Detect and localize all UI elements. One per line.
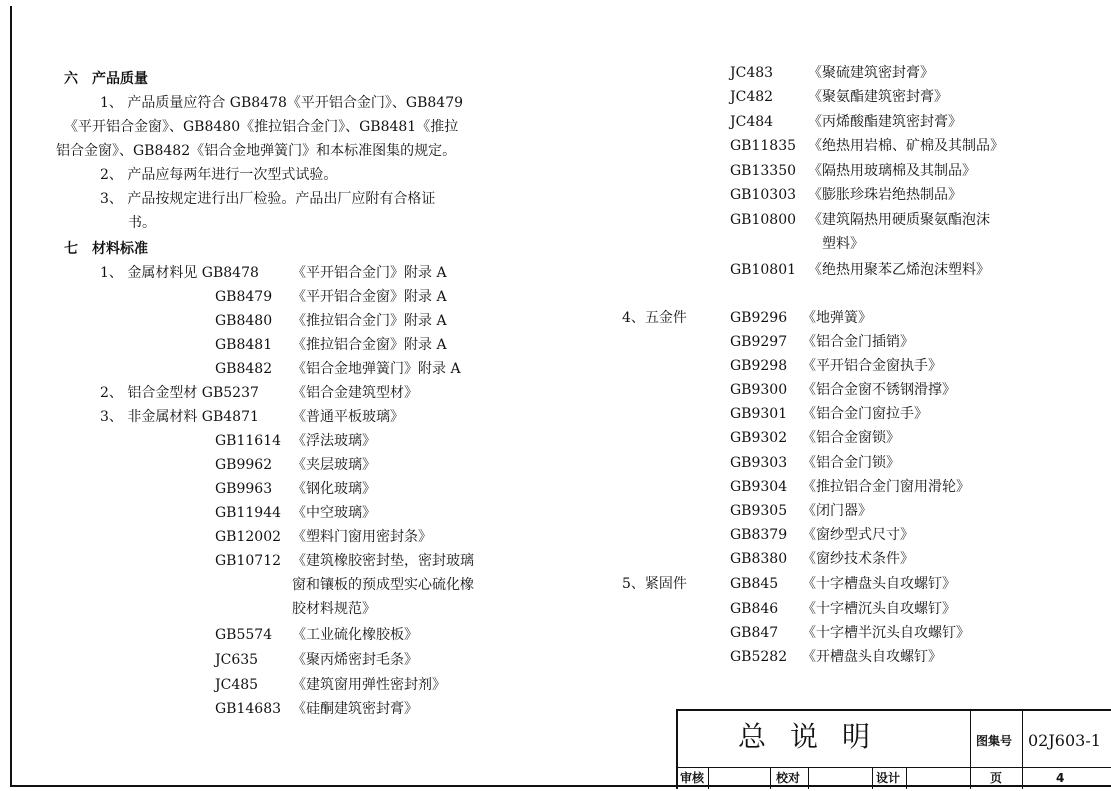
material-title: 《普通平板玻璃》 xyxy=(292,409,404,425)
standard-code: GB8379 xyxy=(730,527,788,543)
material-code: GB11944 xyxy=(215,505,282,521)
hardware-label: 4、五金件 xyxy=(622,310,687,326)
material-title-cont: 窗和镶板的预成型实心硫化橡 xyxy=(292,577,474,593)
material-title: 《中空玻璃》 xyxy=(292,505,376,521)
divider xyxy=(906,767,907,789)
material-code: GB5574 xyxy=(215,627,273,643)
material-title: 《平开铝合金窗》附录 A xyxy=(292,289,447,305)
material-title: 《硅酮建筑密封膏》 xyxy=(292,701,418,717)
standard-title: 《开槽盘头自攻螺钉》 xyxy=(802,649,942,665)
standard-code: JC482 xyxy=(730,89,774,105)
divider xyxy=(1022,711,1023,789)
page-number: 4 xyxy=(1056,771,1065,785)
standard-code: GB9302 xyxy=(730,430,788,446)
material-code: GB8481 xyxy=(215,337,273,353)
material-label: 2、 铝合金型材 GB5237 xyxy=(100,385,259,401)
section-7-title: 七 材料标准 xyxy=(64,241,148,257)
material-title: 《铝合金建筑型材》 xyxy=(292,385,418,401)
standard-title: 《地弹簧》 xyxy=(802,310,872,326)
standard-title: 《绝热用聚苯乙烯泡沫塑料》 xyxy=(808,262,990,278)
material-title: 《铝合金地弹簧门》附录 A xyxy=(292,361,461,377)
standard-code: GB9297 xyxy=(730,334,788,350)
material-code: GB10712 xyxy=(215,553,282,569)
sec6-line-2: 《平开铝合金窗》、GB8480《推拉铝合金门》、GB8481《推拉 xyxy=(64,119,459,135)
material-code: GB11614 xyxy=(215,433,282,449)
section-6-title: 六 产品质量 xyxy=(64,71,148,87)
standard-code: GB13350 xyxy=(730,163,797,179)
material-code: GB9963 xyxy=(215,481,273,497)
standard-code: GB9303 xyxy=(730,455,788,471)
material-code: GB8482 xyxy=(215,361,273,377)
divider xyxy=(872,767,873,789)
standard-code: GB847 xyxy=(730,625,779,641)
material-title: 《浮法玻璃》 xyxy=(292,433,376,449)
material-code: JC635 xyxy=(215,652,259,668)
standard-title: 《窗纱技术条件》 xyxy=(802,551,914,567)
standard-code: GB10303 xyxy=(730,187,797,203)
standard-code: GB9300 xyxy=(730,382,788,398)
standard-title: 《十字槽沉头自攻螺钉》 xyxy=(802,601,956,617)
standard-title: 《铝合金窗不锈钢滑撑》 xyxy=(802,382,956,398)
material-code: JC485 xyxy=(215,677,259,693)
standard-code: GB10800 xyxy=(730,212,797,228)
standard-title: 《隔热用玻璃棉及其制品》 xyxy=(808,163,976,179)
standard-title-cont: 塑料》 xyxy=(822,236,864,252)
material-title: 《平开铝合金门》附录 A xyxy=(292,265,447,281)
standard-title: 《十字槽盘头自攻螺钉》 xyxy=(802,576,956,592)
material-title: 《建筑橡胶密封垫，密封玻璃 xyxy=(292,553,474,569)
material-code: GB9962 xyxy=(215,457,273,473)
check-label: 校对 xyxy=(776,771,801,785)
standard-title: 《十字槽半沉头自攻螺钉》 xyxy=(802,625,970,641)
divider xyxy=(678,767,1111,768)
material-title: 《夹层玻璃》 xyxy=(292,457,376,473)
sec6-line-1: 1、 产品质量应符合 GB8478《平开铝合金门》、GB8479 xyxy=(100,95,464,111)
standard-title: 《铝合金门锁》 xyxy=(802,455,900,471)
divider xyxy=(808,767,809,789)
standard-title: 《膨胀珍珠岩绝热制品》 xyxy=(808,187,962,203)
design-label: 设计 xyxy=(876,771,901,785)
sec6-line-6: 书。 xyxy=(128,215,156,231)
divider xyxy=(708,767,709,789)
material-title: 《聚丙烯密封毛条》 xyxy=(292,652,418,668)
page-label: 页 xyxy=(990,771,1003,785)
material-title-cont: 胶材料规范》 xyxy=(292,601,376,617)
sec6-line-3: 铝合金窗》、GB8482《铝合金地弹簧门》和本标准图集的规定。 xyxy=(56,143,457,159)
standard-code: GB5282 xyxy=(730,649,788,665)
sec6-line-4: 2、 产品应每两年进行一次型式试验。 xyxy=(100,167,338,183)
standard-code: GB845 xyxy=(730,576,779,592)
divider xyxy=(970,711,971,789)
standard-code: GB9304 xyxy=(730,479,788,495)
fastener-label: 5、紧固件 xyxy=(622,576,687,592)
standard-code: GB11835 xyxy=(730,138,797,154)
standard-code: GB9301 xyxy=(730,406,788,422)
standard-code: GB9305 xyxy=(730,503,788,519)
material-title: 《推拉铝合金窗》附录 A xyxy=(292,337,447,353)
standard-title: 《窗纱型式尺寸》 xyxy=(802,527,914,543)
divider xyxy=(770,767,771,789)
material-label: 1、 金属材料见 GB8478 xyxy=(100,265,259,281)
atlas-code: 02J603-1 xyxy=(1028,731,1101,750)
standard-code: GB9296 xyxy=(730,310,788,326)
standard-code: JC483 xyxy=(730,65,774,81)
material-code: GB12002 xyxy=(215,529,282,545)
standard-title: 《闭门器》 xyxy=(802,503,872,519)
material-title: 《钢化玻璃》 xyxy=(292,481,376,497)
material-title: 《建筑窗用弹性密封剂》 xyxy=(292,677,446,693)
standard-title: 《聚氨酯建筑密封膏》 xyxy=(808,89,948,105)
title-block xyxy=(676,709,1111,789)
standard-code: GB8380 xyxy=(730,551,788,567)
standard-title: 《推拉铝合金门窗用滑轮》 xyxy=(802,479,970,495)
standard-code: GB10801 xyxy=(730,262,797,278)
standard-title: 《铝合金门窗拉手》 xyxy=(802,406,928,422)
standard-title: 《平开铝合金窗执手》 xyxy=(802,358,942,374)
standard-code: JC484 xyxy=(730,114,774,130)
material-code: GB14683 xyxy=(215,701,282,717)
atlas-label: 图集号 xyxy=(976,734,1013,748)
sec6-line-5: 3、 产品按规定进行出厂检验。产品出厂应附有合格证 xyxy=(100,191,436,207)
standard-title: 《铝合金窗锁》 xyxy=(802,430,900,446)
standard-code: GB846 xyxy=(730,601,779,617)
standard-code: GB9298 xyxy=(730,358,788,374)
standard-title: 《铝合金门插销》 xyxy=(802,334,914,350)
material-code: GB8479 xyxy=(215,289,273,305)
standard-title: 《丙烯酸酯建筑密封膏》 xyxy=(808,114,962,130)
material-title: 《工业硫化橡胶板》 xyxy=(292,627,418,643)
material-label: 3、 非金属材料 GB4871 xyxy=(100,409,259,425)
sheet-title: 总说明 xyxy=(738,720,895,753)
material-title: 《塑料门窗用密封条》 xyxy=(292,529,432,545)
review-label: 审核 xyxy=(680,771,705,785)
standard-title: 《聚硫建筑密封膏》 xyxy=(808,65,934,81)
standard-title: 《绝热用岩棉、矿棉及其制品》 xyxy=(808,138,1004,154)
standard-title: 《建筑隔热用硬质聚氨酯泡沫 xyxy=(808,212,990,228)
material-title: 《推拉铝合金门》附录 A xyxy=(292,313,447,329)
material-code: GB8480 xyxy=(215,313,273,329)
